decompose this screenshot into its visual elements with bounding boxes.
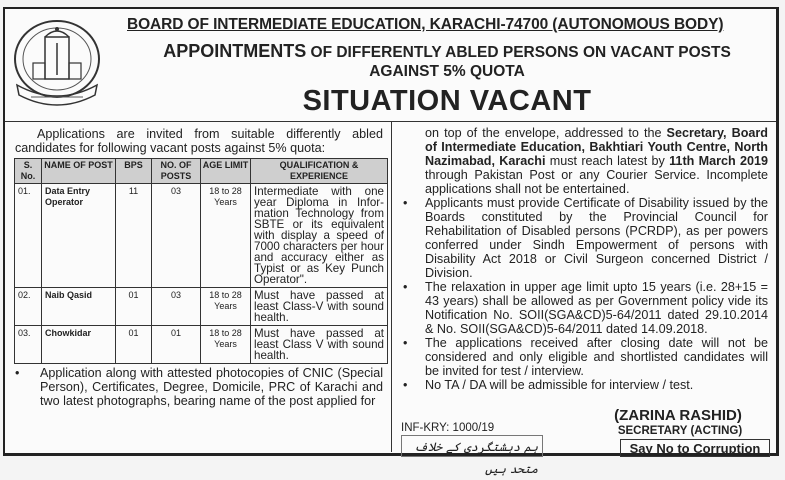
- bullet-text: The relaxation in upper age limit upto 15 years (i.e. 28+15 = 43 years) shall be allowed as per Government policy vide its Notification No. SOII(SGA&CD)5-64/2011 dated 29.10.2014 & No. SOII(SGA&CD)5-64/2011 dated 14.09.2018.: [425, 280, 768, 336]
- bullet-text: Applicants must provide Certificate of Disability issued by the Boards constituted by the Provincial Council for Rehabilitation of Disabled persons (PCRDP), as per powers conferred under Sindh Empowerment of persons with Disability Act 2018 or Civil Surgeon concerned District / Division.: [425, 196, 768, 280]
- table-row: [15, 184, 388, 288]
- board-seal-logo-icon: [11, 15, 103, 115]
- bullet-text: The applications received after closing date will not be considered and only eligible and shortlisted candidates will be invited for test / interview.: [425, 336, 768, 378]
- ad-header: [5, 9, 776, 122]
- intro-text: Applications are invited from suitable differently abled candidates for following vacant posts against 5% quota:: [15, 127, 383, 155]
- col-header-sno: S. No.: [15, 159, 42, 184]
- cell-post-name: Naib Qasid: [42, 288, 116, 326]
- cell-post-name: Chowkidar: [42, 326, 116, 364]
- bullet-icon: •: [15, 366, 20, 380]
- ta-da-note: [393, 378, 768, 392]
- age-relaxation-note: [393, 280, 768, 336]
- ad-subtitle: AGAINST 5% QUOTA: [369, 63, 525, 80]
- cell-age: 18 to 28 Years: [201, 184, 251, 288]
- cell-bps: 11: [116, 184, 152, 288]
- cell-qualification: Must have passed at least Class V with sound health.: [251, 326, 388, 364]
- disability-certificate-note: [393, 196, 768, 280]
- table-row: [15, 326, 388, 364]
- urdu-slogan-box: ہم دہشتگردی کے خلاف متحد ہیں: [401, 435, 543, 457]
- cell-sno: 02.: [15, 288, 42, 326]
- col-header-age: AGE LIMIT: [201, 159, 251, 184]
- anti-corruption-slogan: Say No to Corruption: [620, 439, 770, 457]
- bullet-icon: •: [403, 378, 408, 392]
- cell-posts: 03: [152, 184, 201, 288]
- headline: SITUATION VACANT: [302, 85, 592, 117]
- organization-name: BOARD OF INTERMEDIATE EDUCATION, KARACHI-74700 (AUTONOMOUS BODY): [127, 16, 724, 33]
- ad-title-lead: APPOINTMENTS: [163, 41, 307, 61]
- cell-posts: 03: [152, 288, 201, 326]
- cell-posts: 01: [152, 326, 201, 364]
- application-instructions: [5, 366, 383, 408]
- secretary-address: Secretary, Board of Intermediate Education, Bakhtiari Youth Centre, North Nazimabad, Karachi: [425, 126, 768, 168]
- cell-bps: 01: [116, 326, 152, 364]
- cell-age: 18 to 28 Years: [201, 326, 251, 364]
- text-fragment: must reach latest by: [545, 154, 670, 168]
- col-header-bps: BPS: [116, 159, 152, 184]
- cell-post-name: Data Entry Operator: [42, 184, 116, 288]
- cell-age: 18 to 28 Years: [201, 288, 251, 326]
- late-applications-note: [393, 336, 768, 378]
- signatory-name: (ZARINA RASHID): [614, 407, 742, 424]
- bullet-icon: •: [403, 336, 408, 350]
- advertisement-frame: [3, 7, 779, 476]
- col-header-name: NAME OF POST: [42, 159, 116, 184]
- ad-title-rest: OF DIFFERENTLY ABLED PERSONS ON VACANT POSTS: [306, 44, 731, 61]
- col-header-qual: QUALIFICATION & EXPERIENCE: [251, 159, 388, 184]
- signatory-designation: SECRETARY (ACTING): [617, 425, 743, 437]
- bullet-icon: •: [403, 196, 408, 210]
- submission-address-text: [393, 126, 768, 196]
- col-header-posts: NO. OF POSTS: [152, 159, 201, 184]
- cell-qualification: Must have passed at least Class-V with sound health.: [251, 288, 388, 326]
- ad-title: [137, 41, 757, 62]
- bullet-text: No TA / DA will be admissible for interview / test.: [425, 378, 694, 392]
- bullet-icon: •: [403, 280, 408, 294]
- cell-sno: 03.: [15, 326, 42, 364]
- vacancy-table: [14, 158, 388, 364]
- table-row: [15, 288, 388, 326]
- cell-sno: 01.: [15, 184, 42, 288]
- table-header-row: [15, 159, 388, 184]
- text-fragment: on top of the envelope, addressed to the: [425, 126, 667, 140]
- bullet-text: Application along with attested photocopies of CNIC (Special Person), Certificates, Degree, Domicile, PRC of Karachi and two latest photographs, bearing name of the post applied for: [40, 366, 383, 408]
- left-column: [5, 122, 392, 452]
- cell-qualification: Intermediate with one year Diploma in Infor-mation Technology from SBTE or its equivalent with display a speed of 7000 characters per hour and accuracy either as Typist or as Key Punch Operator".: [251, 184, 388, 288]
- closing-date: 11th March 2019: [669, 154, 769, 168]
- reference-number: INF-KRY: 1000/19: [401, 422, 495, 434]
- text-fragment: through Pakistan Post or any Courier Service. Incomplete applications shall not be entertained.: [425, 168, 768, 196]
- cell-bps: 01: [116, 288, 152, 326]
- right-column: [393, 122, 776, 476]
